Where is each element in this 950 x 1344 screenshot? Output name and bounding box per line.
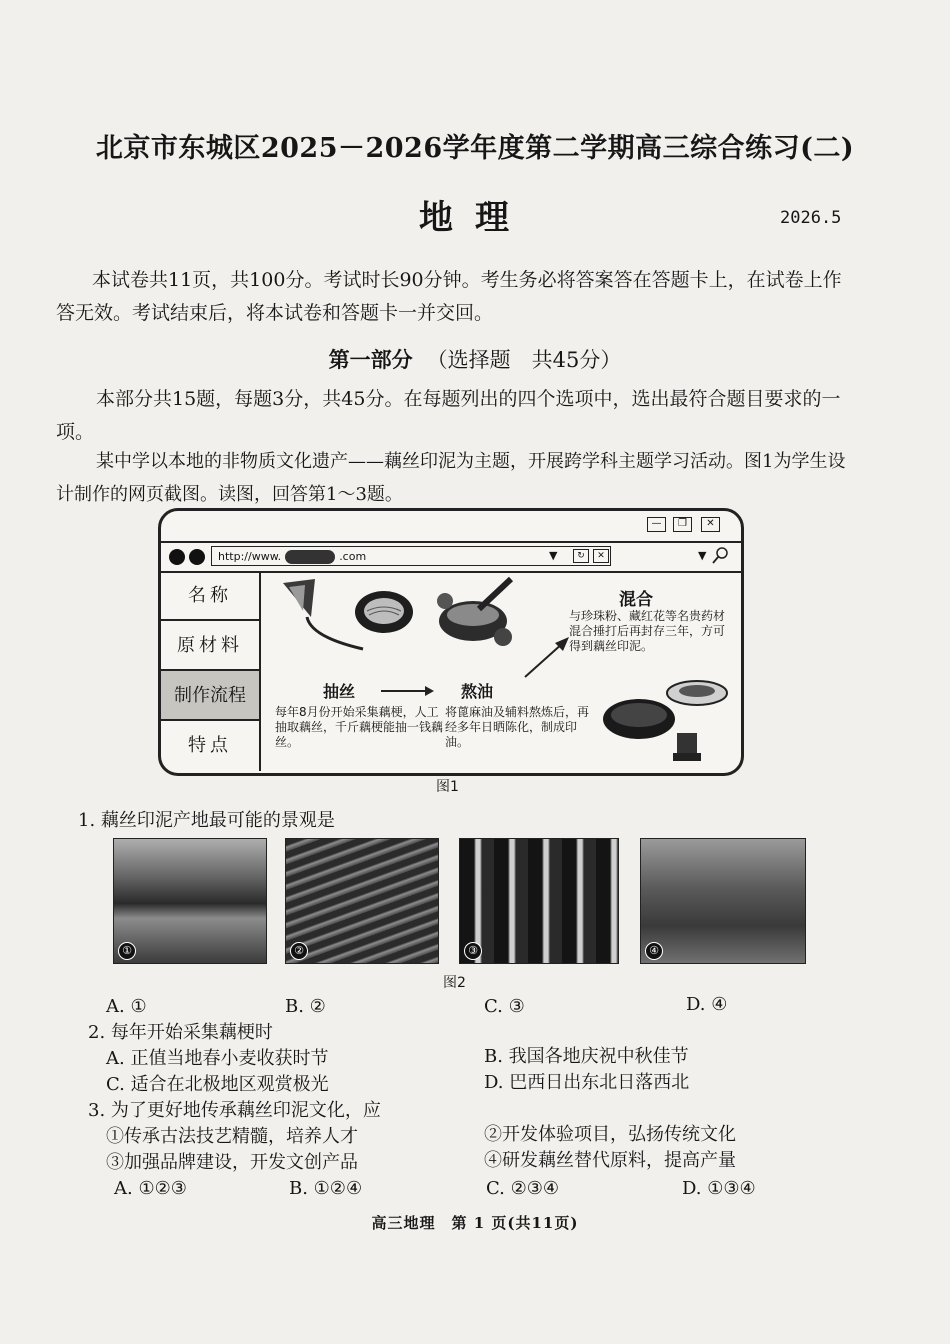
arrow-up-right-icon <box>523 635 571 679</box>
url-redaction <box>285 550 335 564</box>
photo-1-label: ① <box>118 942 136 960</box>
arrow-right-icon <box>425 686 434 696</box>
maximize-icon: ❐ <box>673 517 692 532</box>
silk-bowl-illustration <box>353 589 415 635</box>
q3-option-d[interactable]: D. ①③④ <box>682 1178 756 1199</box>
exam-date: 2026.5 <box>780 208 842 228</box>
note-boil-oil: 将蓖麻油及辅料熬炼后，再经多年日晒陈化，制成印油。 <box>445 705 590 749</box>
q3-item-3: ③加强品牌建设，开发文创产品 <box>106 1152 358 1173</box>
url-prefix: http://www. <box>218 550 282 563</box>
figure1-sidebar <box>161 571 261 771</box>
photo-2-label: ② <box>290 942 308 960</box>
close-icon: ✕ <box>701 517 720 532</box>
back-dot-icon <box>169 549 185 565</box>
minimize-icon: — <box>647 517 666 532</box>
q2-option-d[interactable]: D. 巴西日出东北日落西北 <box>484 1072 690 1093</box>
figure1-caption: 图1 <box>436 779 459 795</box>
sidebar-item-name: 名称 <box>161 571 259 621</box>
q3-option-a[interactable]: A. ①②③ <box>114 1178 187 1199</box>
part-one-heading <box>0 344 950 374</box>
stop-icon: ✕ <box>593 549 609 563</box>
q3-option-c[interactable]: C. ②③④ <box>486 1178 559 1199</box>
photo-2-terraces <box>285 838 439 964</box>
q2-option-a[interactable]: A. 正值当地春小麦收获时节 <box>106 1048 329 1069</box>
sidebar-item-features: 特点 <box>188 735 232 756</box>
step-extract-silk: 抽丝 <box>323 682 356 701</box>
part-one-subtitle: （选择题 共45分） <box>426 348 622 372</box>
q2-option-b[interactable]: B. 我国各地庆祝中秋佳节 <box>484 1046 689 1067</box>
q3-item-2: ②开发体验项目，弘扬传统文化 <box>484 1124 736 1145</box>
url-suffix: .com <box>339 550 367 563</box>
part-one-instruction: 本部分共15题，每题3分，共45分。在每题列出的四个选项中，选出最符合题目要求的一项。 <box>56 388 841 443</box>
address-bar <box>161 541 741 573</box>
part-one-title: 第一部分 <box>328 347 413 372</box>
figure1-content <box>261 571 739 771</box>
step-mix: 混合 <box>619 590 653 610</box>
question-2-stem: 2. 每年开始采集藕梗时 <box>88 1022 273 1043</box>
question-3-stem: 3. 为了更好地传承藕丝印泥文化，应 <box>88 1100 381 1121</box>
note-mix: 与珍珠粉、藏红花等名贵药材混合捶打后再封存三年，方可得到藕丝印泥。 <box>569 609 726 653</box>
lotus-stem-illustration <box>275 577 365 657</box>
search-icon <box>711 546 729 566</box>
subject-title: 地理 <box>419 198 531 238</box>
refresh-icon: ↻ <box>573 549 589 563</box>
q3-item-1: ①传承古法技艺精髓，培养人才 <box>106 1126 358 1147</box>
page-footer: 高三地理 第 1 页(共11页) <box>371 1214 579 1232</box>
q1-option-b[interactable]: B. ② <box>285 996 326 1017</box>
photo-3-label: ③ <box>464 942 482 960</box>
dropdown-icon: ▼ <box>549 549 558 562</box>
q3-item-4: ④研发藕丝替代原料，提高产量 <box>484 1150 736 1171</box>
q1-option-c[interactable]: C. ③ <box>484 996 525 1017</box>
q2-option-c[interactable]: C. 适合在北极地区观赏极光 <box>106 1074 329 1095</box>
q1-option-a[interactable]: A. ① <box>106 996 147 1017</box>
note-extract-silk: 每年8月份开始采集藕梗，人工抽取藕丝，千斤藕梗能抽一钱藕丝。 <box>275 705 444 749</box>
search-dropdown-icon: ▼ <box>698 549 707 562</box>
exam-instructions: 本试卷共11页，共100分。考试时长90分钟。考生务必将答案答在答题卡上，在试卷上作答无效。考试结束后，将本试卷和答题卡一并交回。 <box>56 269 842 324</box>
question-1-stem: 1. 藕丝印泥产地最可能的景观是 <box>78 810 335 831</box>
sidebar-item-process: 制作流程 <box>161 671 259 721</box>
q1-option-d[interactable]: D. ④ <box>686 994 728 1015</box>
sidebar-item-materials: 原材料 <box>161 621 259 671</box>
exam-title: 北京市东城区2025－2026学年度第二学期高三综合练习(二) <box>95 133 855 164</box>
photo-3-forest <box>459 838 619 964</box>
figure1-browser-window <box>158 508 744 776</box>
photo-4-label: ④ <box>645 942 663 960</box>
step-boil-oil: 熬油 <box>461 682 494 701</box>
question-context: 某中学以本地的非物质文化遗产——藕丝印泥为主题，开展跨学科主题学习活动。图1为学生设计制作的网页截图。读图，回答第1～3题。 <box>56 451 846 505</box>
photo-4-plains <box>640 838 806 964</box>
arrow-line-1 <box>381 690 427 692</box>
mortar-illustration <box>431 571 521 653</box>
seal-paste-illustration <box>599 677 735 769</box>
q3-option-b[interactable]: B. ①②④ <box>289 1178 363 1199</box>
forward-dot-icon <box>189 549 205 565</box>
photo-1-landscape <box>113 838 267 964</box>
figure2-caption: 图2 <box>443 975 466 991</box>
